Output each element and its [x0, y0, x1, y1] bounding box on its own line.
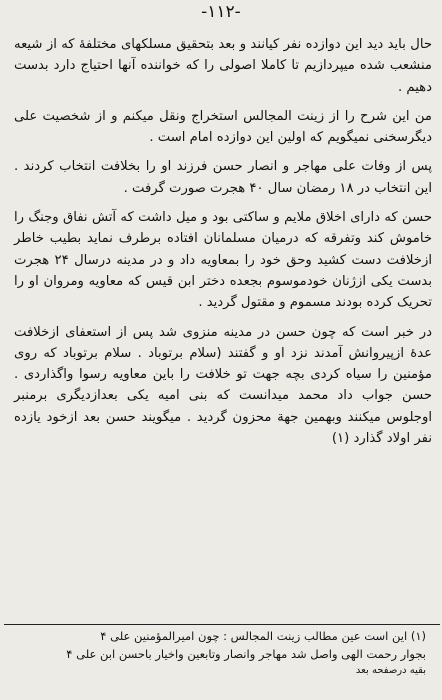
paragraph-5: در خبر است که چون حسن در مدینه منزوی شد پس از استعفای ازخلافت عدهٔ ازپیروانش آمدند نزد او و گفتند (سلام برتوباد . سلام برتوباد که روی مؤمنین را سیاه کردی بچه جهت تو خلافت را باین معاویه رسوا واگذاردی . حسن جواب داد محمد میدانست که بنی امیه یکی بعدازدیگری برمنبر اوجلوس میکنند وبهمین جهة محزون گردید . میگویند حسن بعد ازخود یازده نفر اولاد گذارد (۱)	[14, 324, 432, 447]
footnote-line-2: بجوار رحمت الهی واصل شد مهاجر وانصار وتابعین واخیار باحسن ابن علی ۴	[66, 646, 426, 661]
paragraph-1: حال باید دید این دوازده نفر کیانند و بعد بتحقیق مسلکهای مختلفهٔ که از شیعه منشعب شده میپردازیم تا کاملا اصولی را که خواننده آنها احتیاج دارد بدست دهیم .	[14, 37, 432, 95]
footnote	[16, 628, 426, 678]
paragraph-2: من این شرح را از زینت المجالس استخراج ونقل میکنم و از شخصیت علی دیگرسخنی نمیگویم که اولین این دوازده امام است .	[14, 108, 432, 146]
footnote-continuation: بقیه درصفحه بعد	[355, 665, 426, 676]
page-number: -۱۱۲-	[201, 2, 241, 22]
footnote-line-1: (۱) این است عین مطالب زینت المجالس : چون امیرالمؤمنین علی ۴	[100, 629, 426, 643]
paragraph-3: پس از وفات علی مهاجر و انصار حسن فرزند او را بخلافت انتخاب کردند . این انتخاب در ۱۸ رمضان سال ۴۰ هجرت صورت گرفت .	[14, 159, 432, 196]
paragraph-4: حسن که دارای اخلاق ملایم و ساکتی بود و میل داشت که آتش نفاق وجنگ را خاموش کند وتفرقه که درمیان مسلمانان افتاده برطرف نماید بطیب خاطر ازخلافت دست کشید وحق خود را بمعاویه داد و در مدینه درسال ۲۴ هجرت بدست یکی ازژنان خودموسوم بجعده دختر ابن قیس که معاویه ومروان او را تحریک کرده بودند مسموم و مقتول گردید .	[14, 210, 432, 311]
body-text	[14, 34, 432, 449]
footnote-divider	[4, 624, 440, 625]
